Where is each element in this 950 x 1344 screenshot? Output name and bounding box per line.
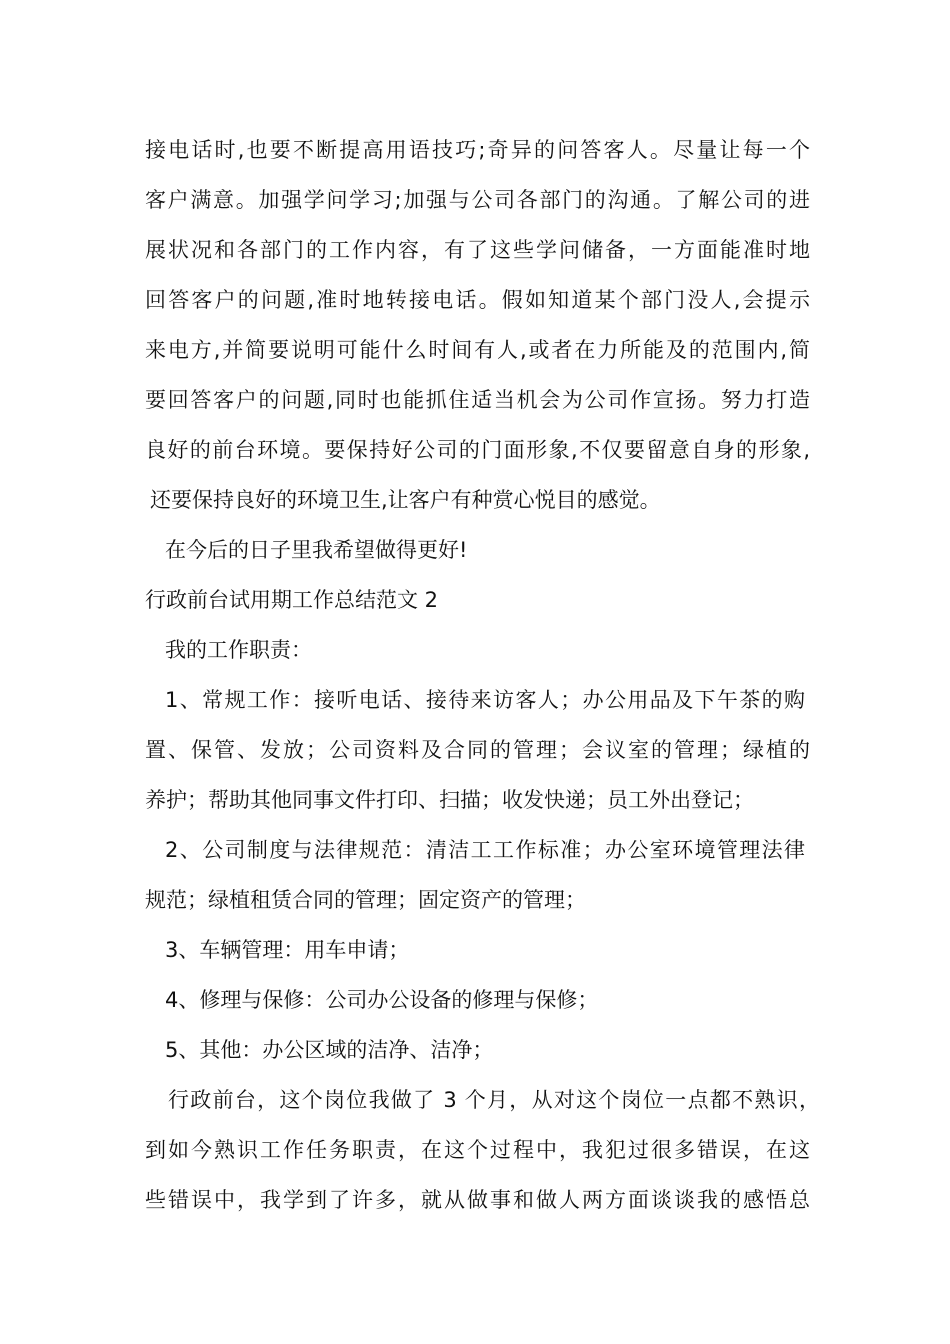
duty-item-4: 4、修理与保修：公司办公设备的修理与保修； xyxy=(165,988,599,1012)
body-line-6: 要回答客户的问题,同时也能抓住适当机会为公司作宣扬。努力打造 xyxy=(145,388,810,412)
body-line-8: 还要保持良好的环境卫生,让客户有种赏心悦目的感觉。 xyxy=(150,488,661,512)
body-line-3: 展状况和各部门的工作内容，有了这些学问储备，一方面能准时地 xyxy=(145,238,810,262)
duty-item-2: 2、公司制度与法律规范：清洁工工作标准；办公室环境管理法律 xyxy=(165,838,805,862)
section-title: 行政前台试用期工作总结范文 2 xyxy=(145,588,439,612)
duty-item-3: 3、车辆管理：用车申请； xyxy=(165,938,410,962)
reflection-line-3: 些错误中，我学到了许多，就从做事和做人两方面谈谈我的感悟总 xyxy=(145,1188,810,1212)
reflection-line-2: 到如今熟识工作任务职责，在这个过程中，我犯过很多错误，在这 xyxy=(145,1138,810,1162)
duty-item-5: 5、其他：办公区域的洁净、洁净； xyxy=(165,1038,494,1062)
duty-item-1-cont-2: 养护；帮助其他同事文件打印、扫描；收发快递；员工外出登记； xyxy=(145,788,754,812)
closing-line: 在今后的日子里我希望做得更好! xyxy=(165,538,468,562)
reflection-line-1: 行政前台，这个岗位我做了 3 个月，从对这个岗位一点都不熟识， xyxy=(168,1088,820,1112)
body-line-1: 接电话时,也要不断提高用语技巧;奇异的问答客人。尽量让每一个 xyxy=(145,138,810,162)
duty-item-1-cont: 置、保管、发放；公司资料及合同的管理；会议室的管理；绿植的 xyxy=(145,738,810,762)
duty-item-2-cont: 规范；绿植租赁合同的管理；固定资产的管理； xyxy=(145,888,586,912)
body-line-2: 客户满意。加强学问学习;加强与公司各部门的沟通。了解公司的进 xyxy=(145,188,810,212)
body-line-4: 回答客户的问题,准时地转接电话。假如知道某个部门没人,会提示 xyxy=(145,288,810,312)
body-line-7: 良好的前台环境。要保持好公司的门面形象,不仅要留意自身的形象, xyxy=(145,438,810,462)
duty-item-1: 1、常规工作：接听电话、接待来访客人；办公用品及下午茶的购 xyxy=(165,688,805,712)
body-line-5: 来电方,并简要说明可能什么时间有人,或者在力所能及的范围内,简 xyxy=(145,338,810,362)
duties-heading: 我的工作职责： xyxy=(165,638,312,662)
